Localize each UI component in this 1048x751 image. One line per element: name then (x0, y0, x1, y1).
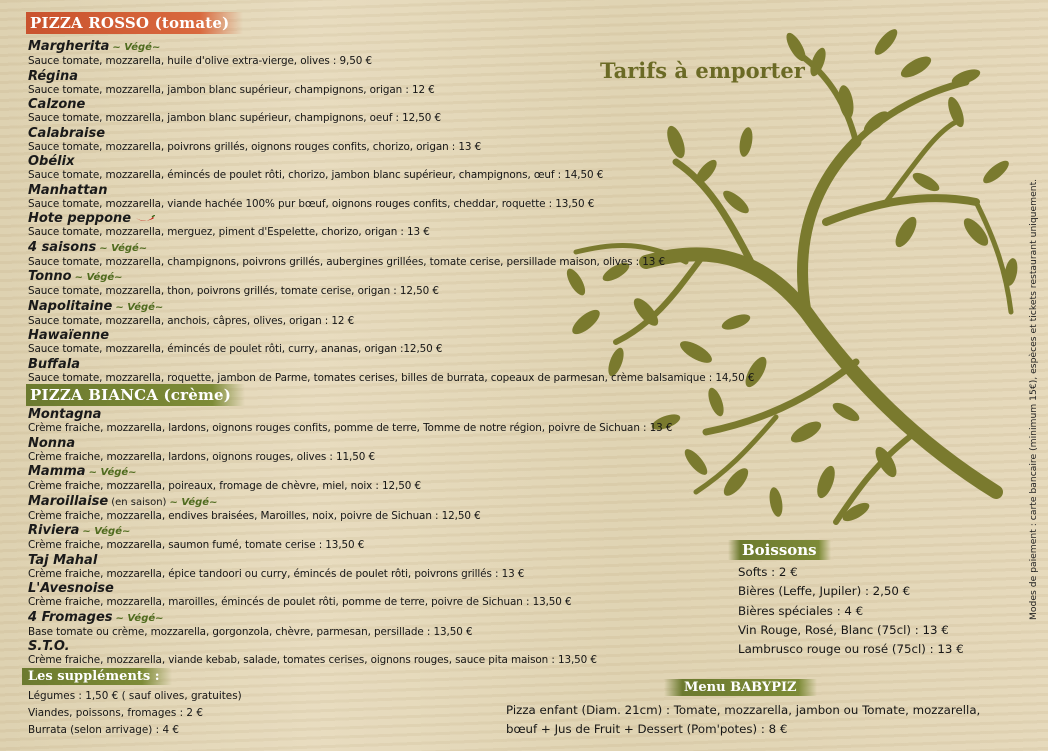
payment-note: Modes de paiement : carte bancaire (minimum 15€), espèces et tickets restaurant uniquement. (1028, 178, 1039, 620)
menu-item (28, 329, 928, 358)
menu-item (28, 212, 928, 241)
item-description: Base tomate ou crème, mozzarella, gorgonzola, chèvre, parmesan, persillade : 13,50 € (28, 625, 473, 638)
item-name: Montagna (28, 407, 102, 422)
vege-tag: ~ Végé~ (88, 467, 137, 478)
item-description: Sauce tomate, mozzarella, champignons, poivrons grillés, aubergines grillées, tomate cerise, persillade maison, olives : 13 € (28, 255, 665, 268)
vege-tag: ~ Végé~ (115, 612, 164, 624)
section-title-boissons: Boissons (728, 540, 831, 560)
item-description: Sauce tomate, mozzarella, jambon blanc supérieur, champignons, origan : 12 € (28, 83, 435, 96)
boisson-line: Softs : 2 € (738, 565, 798, 579)
item-name: Calabraise (28, 125, 106, 141)
item-name: Obélix (28, 154, 75, 169)
vege-tag: ~ Végé~ (112, 42, 161, 53)
item-description: Crème fraiche, mozzarella, lardons, oignons rouges, olives : 11,50 € (28, 450, 375, 463)
item-name: Napolitaine (28, 298, 113, 314)
season-note: (en saison) (111, 496, 167, 508)
menu-item (28, 40, 928, 70)
item-description: Sauce tomate, mozzarella, viande hachée 100% pur bœuf, oignons rouges confits, cheddar, roquette : 13,50 € (28, 197, 595, 210)
item-description: Crème fraiche, mozzarella, lardons, oignons rouges confits, pomme de terre, Tomme de notre région, poivre de Sichuan : 13 € (28, 422, 673, 434)
vege-tag: ~ Végé~ (74, 272, 123, 283)
item-name: Mamma (28, 464, 86, 479)
vege-tag: ~ Végé~ (115, 301, 164, 313)
item-description: Sauce tomate, mozzarella, merguez, piment d'Espelette, chorizo, origan : 13 € (28, 226, 430, 238)
item-description: Sauce tomate, mozzarella, anchois, câpres, olives, origan : 12 € (28, 314, 355, 327)
item-name: Hawaïenne (28, 328, 110, 343)
item-name: Régina (28, 68, 78, 84)
supplements-list (28, 688, 242, 739)
item-description: Crème fraiche, mozzarella, saumon fumé, tomate cerise : 13,50 € (28, 539, 365, 551)
boisson-line: Bières (Leffe, Jupiler) : 2,50 € (738, 584, 911, 599)
section-title-babypiz: Menu BABYPIZ (664, 679, 817, 696)
menu-item (28, 70, 928, 99)
menu-item (28, 241, 928, 271)
babypiz-description: Pizza enfant (Diam. 21cm) : Tomate, mozzarella, jambon ou Tomate, mozzarella, bœuf + Jus de Fruit + Dessert (Pom'potes) : 8 € (506, 703, 981, 736)
item-name: Buffala (28, 356, 80, 372)
item-description: Sauce tomate, mozzarella, jambon blanc supérieur, champignons, oeuf : 12,50 € (28, 112, 442, 124)
page-title: Tarifs à emporter (600, 58, 805, 83)
supplement-line: Viandes, poissons, fromages : 2 € (28, 707, 203, 719)
menu-item (28, 155, 928, 184)
item-description: Crème fraiche, mozzarella, poireaux, fromage de chèvre, miel, noix : 12,50 € (28, 480, 421, 492)
item-name: L'Avesnoise (28, 581, 114, 596)
menu-item (28, 465, 928, 495)
item-name: Maroillaise (28, 493, 109, 509)
supplement-line: Burrata (selon arrivage) : 4 € (28, 724, 179, 736)
menu-item (28, 358, 928, 387)
item-description: Sauce tomate, mozzarella, émincés de poulet rôti, chorizo, jambon blanc supérieur, champignons, œuf : 14,50 € (28, 169, 604, 181)
supplement-line: Légumes : 1,50 € ( sauf olives, gratuites) (28, 690, 242, 702)
item-name: Margherita (28, 39, 110, 54)
item-description: Sauce tomate, mozzarella, thon, poivrons grillés, tomate cerise, origan : 12,50 € (28, 285, 439, 297)
item-description: Crème fraiche, mozzarella, viande kebab, salade, tomates cerises, oignons rouges, sauce pita maison : 13,50 € (28, 654, 597, 666)
item-description: Sauce tomate, mozzarella, roquette, jambon de Parme, tomates cerises, billes de burrata, copeaux de parmesan, crème balsamique : 14,50 € (28, 371, 755, 384)
menu-item (28, 270, 928, 300)
boissons-list (738, 563, 964, 659)
section-title-supplements: Les suppléments : (22, 668, 172, 685)
item-name: 4 Fromages (28, 609, 113, 625)
vege-tag: ~ Végé~ (169, 496, 218, 508)
item-description: Crème fraiche, mozzarella, épice tandoori ou curry, émincés de poulet rôti, poivrons grillés : 13 € (28, 567, 525, 580)
item-name: Riviera (28, 523, 80, 538)
section-title-bianca: PIZZA BIANCA (crème) (26, 384, 245, 406)
vege-tag: ~ Végé~ (82, 526, 131, 537)
boisson-line: Lambrusco rouge ou rosé (75cl) : 13 € (738, 642, 964, 657)
item-name: Taj Mahal (28, 552, 98, 568)
item-name: Nonna (28, 435, 76, 451)
boisson-line: Bières spéciales : 4 € (738, 603, 864, 618)
section-title-rosso: PIZZA ROSSO (tomate) (26, 12, 243, 34)
rosso-menu-list (28, 40, 928, 386)
boisson-line: Vin Rouge, Rosé, Blanc (75cl) : 13 € (738, 622, 949, 637)
item-name: Calzone (28, 97, 86, 112)
item-description: Sauce tomate, mozzarella, huile d'olive extra-vierge, olives : 9,50 € (28, 55, 372, 67)
item-description: Crème fraiche, mozzarella, maroilles, émincés de poulet rôti, pomme de terre, poivre de Sichuan : 13,50 € (28, 596, 572, 608)
menu-item (28, 300, 928, 330)
vege-tag: ~ Végé~ (99, 242, 148, 254)
item-name: S.T.O. (28, 639, 70, 654)
item-name: Hote peppone (28, 211, 132, 226)
item-description: Sauce tomate, mozzarella, émincés de poulet rôti, curry, ananas, origan :12,50 € (28, 343, 443, 355)
item-description: Sauce tomate, mozzarella, poivrons grillés, oignons rouges confits, chorizo, origan : 13 € (28, 140, 482, 153)
item-name: 4 saisons (28, 239, 97, 255)
menu-item (28, 184, 928, 213)
menu-item (28, 408, 928, 437)
item-description: Crème fraiche, mozzarella, endives braisées, Maroilles, noix, poivre de Sichuan : 12,50 € (28, 509, 481, 522)
menu-item (28, 437, 928, 466)
item-name: Manhattan (28, 182, 108, 198)
menu-item (28, 127, 928, 156)
chili-pepper-icon (135, 215, 155, 222)
menu-item (28, 98, 928, 127)
menu-item (28, 495, 928, 525)
item-name: Tonno (28, 269, 72, 284)
